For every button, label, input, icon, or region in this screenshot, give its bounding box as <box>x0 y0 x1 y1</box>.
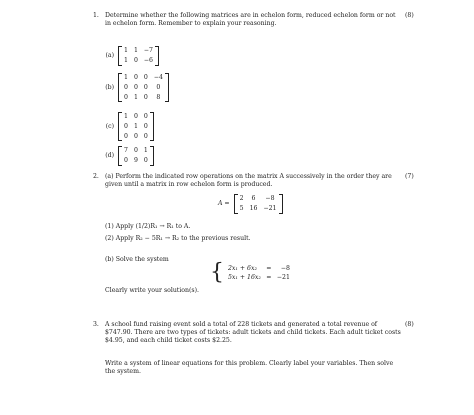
system-rhs: −8 <box>280 264 290 272</box>
part-label: (b) <box>105 83 114 91</box>
matrix-cell: 5 <box>239 204 244 212</box>
matrix-cell: 8 <box>156 93 161 101</box>
matrix-cell: 0 <box>143 132 148 140</box>
matrix-cell: 0 <box>133 113 138 120</box>
matrix-cell: 0 <box>143 156 148 164</box>
q2-marks: (7) <box>405 173 414 180</box>
matrix-cell: 0 <box>143 74 148 81</box>
matrix-cell: 0 <box>133 74 138 81</box>
q2-note: Clearly write your solution(s). <box>105 287 199 294</box>
matrix-cell: 0 <box>133 147 138 154</box>
q3-task: Write a system of linear equations for this problem. Clearly label your variables. Then solve the system. <box>105 360 394 375</box>
q1-part-3 <box>94 146 154 166</box>
matrix-cell: −7 <box>143 47 153 54</box>
matrix-cell: 1 <box>124 47 128 54</box>
part-label: (a) <box>105 51 114 59</box>
matrix-cell: 1 <box>124 113 128 120</box>
matrix-cell: 0 <box>124 132 128 140</box>
matrix-cell: 0 <box>143 83 148 91</box>
part-label: (c) <box>105 122 114 130</box>
matrix-cell: 0 <box>143 122 148 130</box>
matrix-cell: 1 <box>124 56 128 64</box>
matrix-cell: 7 <box>124 147 128 154</box>
matrix-cell: 1 <box>133 47 138 54</box>
matrix-cell: 1 <box>143 147 148 154</box>
matrix-cell: 0 <box>124 156 128 164</box>
system-eq: = <box>266 264 272 272</box>
q3-marks: (8) <box>405 321 414 328</box>
matrix-cell: 1 <box>133 93 138 101</box>
matrix-cell: 0 <box>143 93 148 101</box>
matrix-cell: 0 <box>124 122 128 130</box>
matrix-a <box>218 194 283 214</box>
matrix <box>118 146 154 166</box>
q1-number: 1. <box>93 12 99 19</box>
matrix-cell: −6 <box>143 56 153 64</box>
matrix-a-body <box>234 194 283 214</box>
matrix <box>118 46 159 66</box>
system-rhs: −21 <box>276 273 290 281</box>
q1-marks: (8) <box>405 12 414 19</box>
system-lhs: 2x₁ + 6x₂ <box>228 264 257 272</box>
q1-part-0 <box>94 46 159 66</box>
q2-text-b: (b) Solve the system <box>105 256 169 263</box>
matrix-cell: 0 <box>156 83 161 91</box>
part-label: (d) <box>105 151 114 159</box>
matrix-cell: 0 <box>133 132 138 140</box>
matrix <box>118 73 169 102</box>
q3-text: A school fund raising event sold a total of 228 tickets and generated a total revenue of $747.90. There are two types of tickets: adult tickets and child tickets. Each adult ticket costs $4.95, and each child ticket costs $2.25. <box>105 321 401 344</box>
q1-part-1 <box>94 73 169 102</box>
matrix-cell: 2 <box>239 195 244 202</box>
q3-number: 3. <box>93 321 99 328</box>
matrix-a-label: A = <box>218 199 230 207</box>
matrix-cell: 0 <box>133 83 138 91</box>
q2-number: 2. <box>93 173 99 180</box>
matrix-cell: 0 <box>133 56 138 64</box>
matrix-cell: 0 <box>124 83 128 91</box>
brace: { <box>210 260 224 285</box>
matrix-cell: −4 <box>153 74 163 81</box>
matrix-cell: 16 <box>249 204 258 212</box>
q1-part-2 <box>94 112 154 141</box>
matrix-cell: 9 <box>133 156 138 164</box>
matrix-cell: 0 <box>124 93 128 101</box>
matrix-cell: −8 <box>265 195 275 202</box>
system-eq: = <box>266 273 272 281</box>
matrix-cell: 1 <box>133 122 138 130</box>
matrix-cell: −21 <box>263 204 277 212</box>
matrix-cell: 1 <box>124 74 128 81</box>
q1-text: Determine whether the following matrices are in echelon form, reduced echelon form or not in echelon form. Remember to explain your reasoning. <box>105 12 396 27</box>
system-lhs: 5x₁ + 16x₂ <box>228 273 261 281</box>
row-op-2: (2) Apply R₂ − 5R₁ → R₂ to the previous result. <box>105 235 251 242</box>
linear-system <box>210 260 290 285</box>
matrix-cell: 0 <box>143 113 148 120</box>
matrix <box>118 112 154 141</box>
matrix-cell: 6 <box>251 195 256 202</box>
q2-text-a: (a) Perform the indicated row operations on the matrix A successively in the order they are given until a matrix in row echelon form is produced. <box>105 173 392 188</box>
row-op-1: (1) Apply (1/2)R₁ → R₁ to A. <box>105 223 191 230</box>
